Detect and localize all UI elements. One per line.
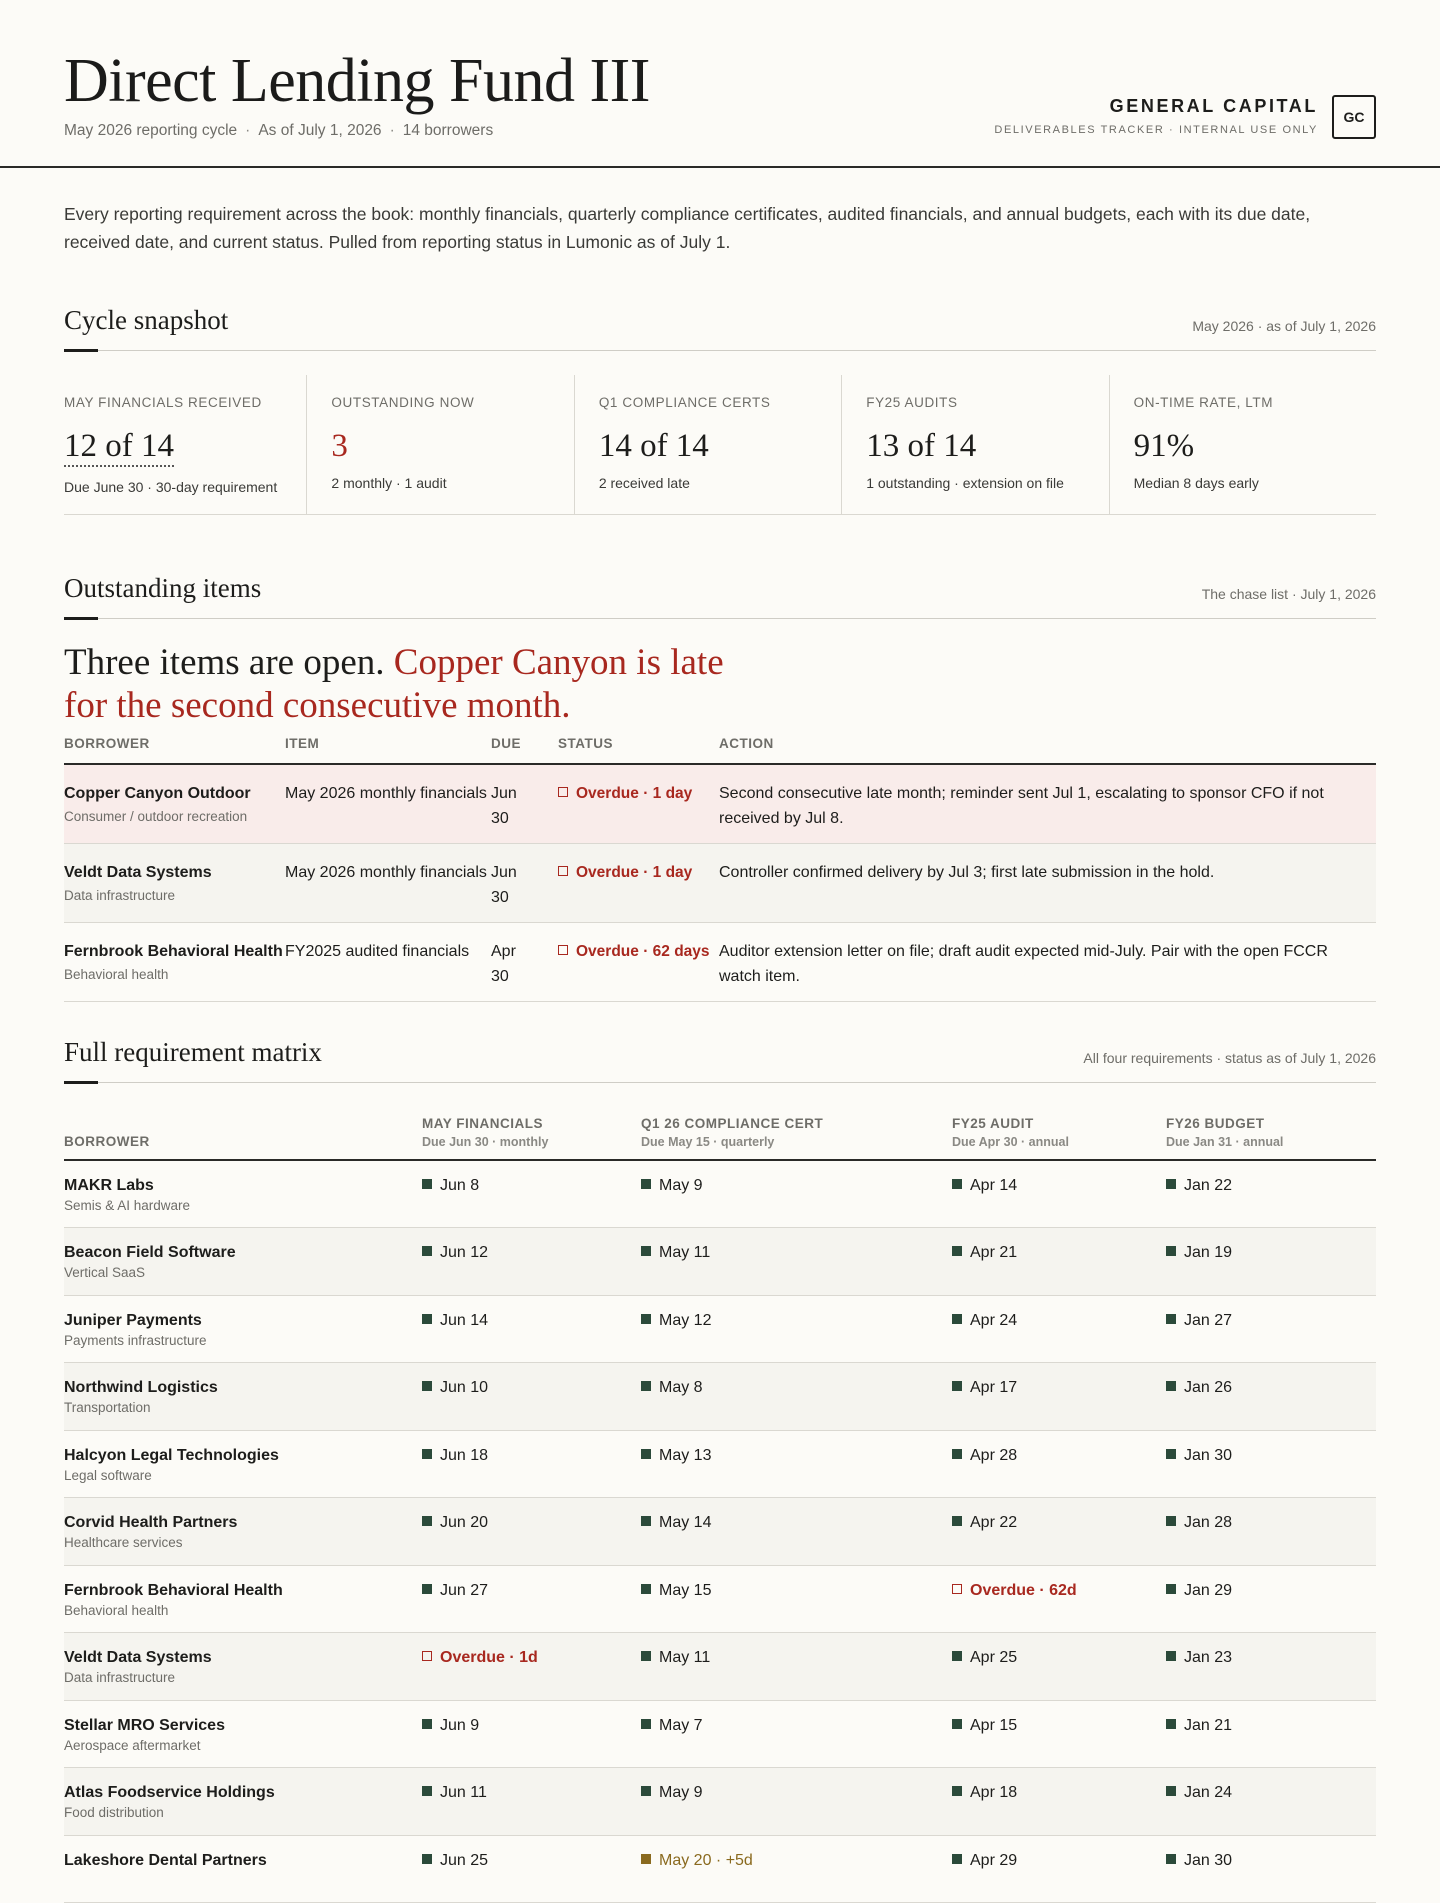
requirement-date: Jan 22 — [1184, 1177, 1233, 1194]
received-status-icon — [1166, 1584, 1176, 1594]
requirement-date: Apr 25 — [970, 1649, 1018, 1666]
table-row[interactable] — [64, 1565, 1376, 1633]
as-of-date: As of July 1, 2026 — [258, 122, 382, 139]
requirement-cell — [952, 1700, 1166, 1768]
kpi-card — [574, 375, 841, 514]
requirement-date: May 13 — [659, 1446, 712, 1464]
requirement-cell — [641, 1160, 952, 1228]
borrower-cell — [64, 764, 285, 844]
column-header: STATUS — [558, 728, 719, 764]
received-status-icon — [422, 1719, 432, 1729]
section-meta: May 2026 · as of July 1, 2026 — [1192, 318, 1376, 334]
received-status-icon — [641, 1449, 651, 1459]
item-cell: FY2025 audited financials — [285, 923, 491, 1002]
requirement-date: May 9 — [659, 1177, 703, 1194]
requirement-date: Jun 25 — [440, 1851, 489, 1869]
borrower-sector: Semis & AI hardware — [64, 1198, 191, 1213]
requirement-cell — [1166, 1295, 1376, 1363]
borrower-cell — [64, 1160, 422, 1228]
column-header — [641, 1102, 952, 1160]
requirement-cell — [1166, 1498, 1376, 1566]
requirement-date: Apr 15 — [970, 1716, 1018, 1734]
requirement-matrix — [64, 1102, 1376, 1903]
requirement-cell — [952, 1363, 1166, 1431]
received-status-icon — [641, 1719, 651, 1729]
requirement-date: Jun 9 — [440, 1716, 480, 1734]
requirement-date: Apr 24 — [970, 1311, 1018, 1329]
requirement-cell — [1166, 1430, 1376, 1498]
kpi-value: 13 of 14 — [866, 428, 977, 464]
borrower-cell — [64, 1768, 422, 1836]
borrower-name: Atlas Foodservice Holdings — [64, 1784, 275, 1801]
requirement-date: Jun 27 — [440, 1581, 489, 1599]
requirement-date: Jan 24 — [1184, 1784, 1233, 1801]
requirement-date: May 12 — [659, 1311, 712, 1329]
table-row[interactable] — [64, 1430, 1376, 1498]
kpi-note: 1 outstanding · extension on file — [866, 475, 1064, 491]
borrower-name: Stellar MRO Services — [64, 1716, 225, 1734]
requirement-date: Overdue · 62d — [970, 1581, 1077, 1599]
table-row[interactable] — [64, 1498, 1376, 1566]
received-status-icon — [422, 1854, 432, 1864]
kpi-note: Median 8 days early — [1133, 475, 1259, 491]
requirement-cell — [422, 1363, 641, 1431]
received-status-icon — [1166, 1179, 1176, 1189]
matrix-section-header — [64, 1033, 1376, 1083]
kpi-note: 2 monthly · 1 audit — [331, 475, 447, 491]
requirement-cell — [422, 1835, 641, 1903]
received-status-icon — [422, 1584, 432, 1594]
borrower-name: Juniper Payments — [64, 1311, 202, 1329]
requirement-date: Jan 19 — [1184, 1244, 1233, 1261]
requirement-date: Jun 14 — [440, 1311, 489, 1329]
requirement-date: Jan 26 — [1184, 1379, 1233, 1396]
borrower-sector: Food distribution — [64, 1805, 164, 1820]
received-status-icon — [1166, 1516, 1176, 1526]
table-row[interactable] — [64, 1768, 1376, 1836]
borrower-name: Corvid Health Partners — [64, 1514, 238, 1531]
borrower-sector: Aerospace aftermarket — [64, 1737, 201, 1753]
overdue-status-icon — [558, 945, 568, 955]
received-status-icon — [1166, 1786, 1176, 1796]
action-cell: Second consecutive late month; reminder sent Jul 1, escalating to sponsor CFO if not received by Jul 8. — [719, 764, 1376, 844]
section-underline — [64, 617, 98, 620]
requirement-cell — [952, 1565, 1166, 1633]
snapshot-section-header — [64, 301, 1376, 351]
requirement-cell — [641, 1363, 952, 1431]
column-title: BORROWER — [64, 1134, 150, 1149]
requirement-cell — [952, 1835, 1166, 1903]
requirement-date: May 11 — [659, 1649, 711, 1666]
requirement-cell — [641, 1768, 952, 1836]
page-title: Direct Lending Fund III — [64, 47, 650, 115]
requirement-date: Jan 29 — [1184, 1581, 1233, 1599]
column-header: BORROWER — [64, 728, 285, 764]
received-status-icon — [952, 1246, 962, 1256]
requirement-cell — [641, 1498, 952, 1566]
page-subtitle — [64, 122, 493, 140]
requirement-date: Jun 12 — [440, 1244, 489, 1261]
received-status-icon — [641, 1246, 651, 1256]
received-status-icon — [422, 1179, 432, 1189]
borrower-cell — [64, 1363, 422, 1431]
table-row[interactable] — [64, 1295, 1376, 1363]
status-text: Overdue · 1 day — [576, 785, 693, 802]
borrower-sector: Vertical SaaS — [64, 1265, 146, 1280]
intro-paragraph: Every reporting requirement across the book: monthly financials, quarterly compliance certificates, audited financials, and annual budgets, each with its due date, received date, and current status. Pulled from reporting status in Lumonic as of July 1. — [64, 204, 1311, 252]
column-title: FY26 BUDGET — [1166, 1116, 1265, 1131]
table-row[interactable] — [64, 764, 1376, 844]
column-header: DUE — [491, 728, 558, 764]
table-row[interactable] — [64, 1633, 1376, 1701]
received-status-icon — [1166, 1381, 1176, 1391]
received-status-icon — [1166, 1719, 1176, 1729]
requirement-cell — [1166, 1565, 1376, 1633]
requirement-cell — [422, 1498, 641, 1566]
requirement-date: Jan 30 — [1184, 1851, 1233, 1869]
requirement-cell — [641, 1565, 952, 1633]
requirement-date: May 15 — [659, 1581, 712, 1599]
separator: · — [389, 122, 395, 139]
received-status-icon — [952, 1314, 962, 1324]
received-status-icon — [952, 1516, 962, 1526]
status-text: Overdue · 1 day — [576, 864, 693, 881]
borrower-name: Copper Canyon Outdoor — [64, 785, 251, 802]
received-status-icon — [1166, 1651, 1176, 1661]
requirement-cell — [952, 1295, 1166, 1363]
overdue-status-icon — [422, 1651, 432, 1661]
section-meta: The chase list · July 1, 2026 — [1201, 586, 1376, 602]
requirement-cell — [1166, 1228, 1376, 1296]
kpi-strip — [64, 375, 1376, 515]
requirement-cell — [641, 1295, 952, 1363]
separator: · — [245, 122, 251, 139]
requirement-date: Jan 23 — [1184, 1649, 1233, 1666]
requirement-date: Apr 17 — [970, 1379, 1018, 1396]
received-status-icon — [641, 1179, 651, 1189]
received-status-icon — [422, 1314, 432, 1324]
borrower-sector: Payments infrastructure — [64, 1332, 207, 1348]
received-status-icon — [422, 1786, 432, 1796]
borrower-name: Veldt Data Systems — [64, 864, 212, 881]
requirement-date: May 20 · +5d — [659, 1851, 753, 1869]
borrower-name: Halcyon Legal Technologies — [64, 1446, 279, 1464]
received-status-icon — [422, 1516, 432, 1526]
received-status-icon — [952, 1179, 962, 1189]
requirement-cell — [422, 1228, 641, 1296]
kpi-card — [306, 375, 573, 514]
kpi-note: 2 received late — [598, 475, 690, 491]
section-meta: All four requirements · status as of July 1, 2026 — [1083, 1050, 1376, 1066]
status-cell — [558, 764, 719, 844]
borrower-sector: Healthcare services — [64, 1535, 183, 1550]
kpi-value[interactable]: 12 of 14 — [64, 430, 174, 467]
kpi-card — [841, 375, 1108, 514]
requirement-date: Jan 21 — [1184, 1716, 1233, 1734]
borrower-cell — [64, 1700, 422, 1768]
overdue-status-icon — [558, 866, 568, 876]
received-status-icon — [641, 1651, 651, 1661]
requirement-cell — [1166, 1633, 1376, 1701]
borrower-name: Fernbrook Behavioral Health — [64, 943, 283, 960]
reporting-cycle: May 2026 reporting cycle — [64, 122, 238, 139]
requirement-date: Apr 21 — [970, 1244, 1018, 1261]
requirement-date: Jun 10 — [440, 1379, 489, 1396]
borrower-cell — [64, 844, 285, 923]
due-cell: Jun 30 — [491, 764, 558, 844]
received-status-icon — [1166, 1246, 1176, 1256]
received-status-icon — [952, 1719, 962, 1729]
section-title: Cycle snapshot — [64, 305, 229, 335]
received-status-icon — [422, 1449, 432, 1459]
item-cell: May 2026 monthly financials — [285, 764, 491, 844]
status-cell — [558, 844, 719, 923]
table-row[interactable] — [64, 1160, 1376, 1228]
requirement-date: Jan 30 — [1184, 1446, 1233, 1464]
requirement-date: Jun 20 — [440, 1514, 489, 1531]
received-status-icon — [952, 1449, 962, 1459]
kpi-card — [64, 375, 306, 514]
requirement-date: May 9 — [659, 1784, 703, 1801]
requirement-date: Overdue · 1d — [440, 1649, 538, 1666]
kpi-note: Due June 30 · 30-day requirement — [64, 479, 278, 495]
borrower-name: MAKR Labs — [64, 1177, 154, 1194]
overdue-status-icon — [952, 1584, 962, 1594]
requirement-cell — [422, 1633, 641, 1701]
requirement-cell — [422, 1565, 641, 1633]
requirement-date: Apr 14 — [970, 1177, 1018, 1194]
matrix-body — [64, 1160, 1376, 1903]
received-status-icon — [952, 1786, 962, 1796]
kpi-value: 14 of 14 — [598, 428, 709, 464]
section-title: Full requirement matrix — [64, 1037, 322, 1067]
requirement-cell — [641, 1835, 952, 1903]
received-status-icon — [952, 1854, 962, 1864]
requirement-cell — [641, 1430, 952, 1498]
requirement-cell — [952, 1768, 1166, 1836]
brand-name: GENERAL CAPITAL — [1109, 96, 1318, 116]
received-status-icon — [1166, 1449, 1176, 1459]
table-row[interactable] — [64, 1700, 1376, 1768]
section-title: Outstanding items — [64, 573, 262, 603]
received-status-icon — [422, 1246, 432, 1256]
borrower-sector: Legal software — [64, 1467, 152, 1483]
kpi-value: 3 — [331, 428, 348, 464]
borrower-cell — [64, 1633, 422, 1701]
requirement-date: May 8 — [659, 1379, 703, 1396]
requirement-cell — [422, 1295, 641, 1363]
action-cell: Auditor extension letter on file; draft audit expected mid-July. Pair with the open FCCR watch item. — [719, 923, 1376, 1002]
kpi-card — [1109, 375, 1376, 514]
borrower-name: Northwind Logistics — [64, 1379, 218, 1396]
table-row[interactable] — [64, 1835, 1376, 1903]
requirement-date: Jun 18 — [440, 1446, 489, 1464]
received-status-icon — [641, 1381, 651, 1391]
borrower-name: Veldt Data Systems — [64, 1649, 212, 1666]
requirement-date: May 7 — [659, 1716, 703, 1734]
received-status-icon — [641, 1516, 651, 1526]
action-cell: Controller confirmed delivery by Jul 3; first late submission in the hold. — [719, 844, 1376, 923]
borrower-cell — [64, 1295, 422, 1363]
received-status-icon — [422, 1381, 432, 1391]
requirement-cell — [1166, 1835, 1376, 1903]
table-row[interactable] — [64, 1363, 1376, 1431]
kpi-label: MAY FINANCIALS RECEIVED — [64, 395, 262, 410]
requirement-date: Jun 8 — [440, 1177, 480, 1194]
requirement-cell — [422, 1160, 641, 1228]
table-row[interactable] — [64, 844, 1376, 923]
due-cell: Jun 30 — [491, 844, 558, 923]
section-underline — [64, 349, 98, 352]
status-cell — [558, 923, 719, 1002]
borrower-cell — [64, 1228, 422, 1296]
column-title: Q1 26 COMPLIANCE CERT — [641, 1116, 824, 1131]
requirement-cell — [1166, 1160, 1376, 1228]
requirement-date: Jun 11 — [440, 1784, 487, 1801]
received-status-icon — [952, 1381, 962, 1391]
borrower-cell — [64, 1565, 422, 1633]
overdue-status-icon — [558, 787, 568, 797]
kpi-value: 91% — [1133, 428, 1195, 464]
requirement-cell — [1166, 1363, 1376, 1431]
borrower-name: Beacon Field Software — [64, 1244, 236, 1261]
requirement-date: Apr 28 — [970, 1446, 1018, 1464]
column-header — [952, 1102, 1166, 1160]
requirement-cell — [1166, 1768, 1376, 1836]
requirement-date: Apr 22 — [970, 1514, 1018, 1531]
borrower-cell — [64, 1498, 422, 1566]
kpi-label: Q1 COMPLIANCE CERTS — [598, 395, 771, 410]
table-row[interactable] — [64, 1228, 1376, 1296]
requirement-cell — [952, 1228, 1166, 1296]
column-header — [64, 1102, 422, 1160]
headline-lead: Three items are open. — [64, 642, 385, 683]
column-header — [422, 1102, 641, 1160]
brand-logo: GC — [1332, 95, 1376, 139]
received-status-icon — [952, 1651, 962, 1661]
requirement-cell — [422, 1700, 641, 1768]
borrower-sector: Behavioral health — [64, 1602, 169, 1618]
received-status-icon — [1166, 1854, 1176, 1864]
received-status-icon — [1166, 1314, 1176, 1324]
item-cell: May 2026 monthly financials — [285, 844, 491, 923]
column-subtitle: Due Jun 30 · monthly — [422, 1135, 549, 1149]
borrower-cell — [64, 1835, 422, 1903]
requirement-cell — [422, 1768, 641, 1836]
table-row[interactable] — [64, 923, 1376, 1002]
received-status-icon — [641, 1584, 651, 1594]
requirement-cell — [641, 1700, 952, 1768]
column-title: FY25 AUDIT — [952, 1116, 1034, 1131]
requirement-date: Apr 18 — [970, 1784, 1018, 1801]
requirement-cell — [952, 1498, 1166, 1566]
brand-subtitle: DELIVERABLES TRACKER · INTERNAL USE ONLY — [994, 124, 1318, 136]
status-text: Overdue · 62 days — [576, 943, 710, 960]
page-header — [0, 0, 1440, 168]
column-header: ACTION — [719, 728, 1376, 764]
requirement-date: May 11 — [659, 1244, 711, 1261]
due-cell: Apr 30 — [491, 923, 558, 1002]
headline-alert: Copper Canyon is late for the second consecutive month. — [64, 642, 724, 726]
requirement-cell — [641, 1633, 952, 1701]
table-header-row — [64, 728, 1376, 764]
requirement-date: May 14 — [659, 1514, 712, 1531]
requirement-cell — [641, 1228, 952, 1296]
borrower-sector: Data infrastructure — [64, 888, 176, 903]
requirement-date: Apr 29 — [970, 1851, 1018, 1869]
requirement-date: Jan 27 — [1184, 1311, 1233, 1329]
borrower-name: Lakeshore Dental Partners — [64, 1851, 267, 1869]
brand-block — [994, 96, 1318, 136]
requirement-cell — [952, 1430, 1166, 1498]
requirement-cell — [1166, 1700, 1376, 1768]
chase-table — [64, 728, 1376, 1002]
column-header — [1166, 1102, 1376, 1160]
outstanding-section-header — [64, 569, 1376, 619]
borrower-name: Fernbrook Behavioral Health — [64, 1581, 283, 1599]
kpi-label: ON-TIME RATE, LTM — [1133, 395, 1274, 410]
column-subtitle: Due May 15 · quarterly — [641, 1135, 775, 1149]
received-status-icon — [641, 1314, 651, 1324]
section-underline — [64, 1081, 98, 1084]
requirement-date: Jan 28 — [1184, 1514, 1233, 1531]
column-subtitle: Due Apr 30 · annual — [952, 1135, 1069, 1149]
table-header-row — [64, 1102, 1376, 1160]
borrower-count: 14 borrowers — [402, 122, 494, 139]
column-subtitle: Due Jan 31 · annual — [1166, 1135, 1284, 1149]
borrower-cell — [64, 923, 285, 1002]
borrower-sector: Transportation — [64, 1400, 151, 1415]
requirement-cell — [422, 1430, 641, 1498]
outstanding-headline — [64, 641, 764, 727]
requirement-cell — [952, 1160, 1166, 1228]
kpi-label: OUTSTANDING NOW — [331, 395, 475, 410]
received-status-icon — [641, 1786, 651, 1796]
borrower-sector: Consumer / outdoor recreation — [64, 809, 248, 824]
late-status-icon — [641, 1854, 651, 1864]
column-title: MAY FINANCIALS — [422, 1116, 544, 1131]
borrower-cell — [64, 1430, 422, 1498]
borrower-sector: Data infrastructure — [64, 1670, 176, 1685]
column-header: ITEM — [285, 728, 491, 764]
kpi-label: FY25 AUDITS — [866, 395, 958, 410]
requirement-cell — [952, 1633, 1166, 1701]
borrower-sector: Behavioral health — [64, 967, 169, 982]
